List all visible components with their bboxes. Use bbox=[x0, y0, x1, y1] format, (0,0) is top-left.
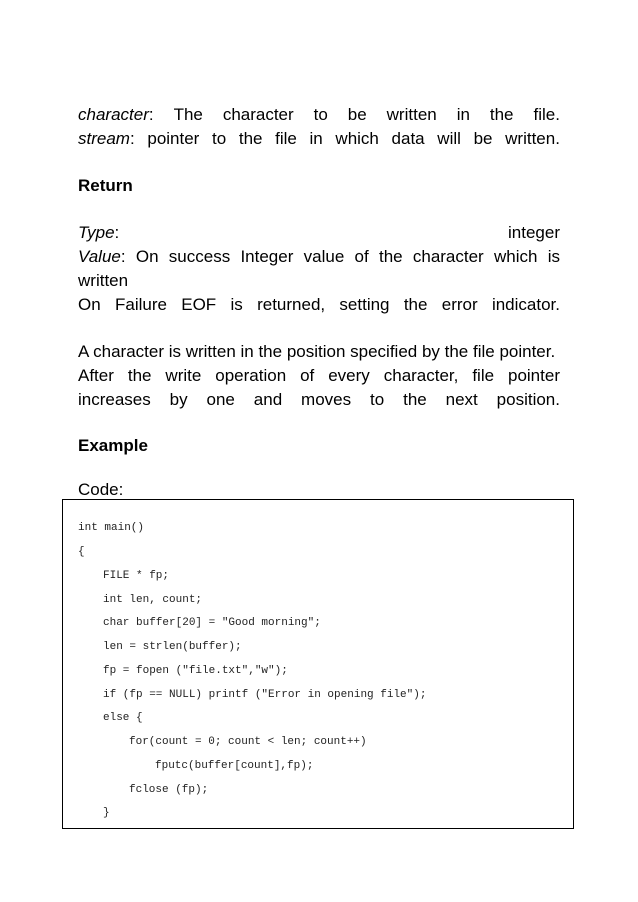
description-line-1: A character is written in the position specified by the file pointer. bbox=[78, 342, 556, 361]
return-value-line: Value: On success Integer value of the character which is bbox=[78, 247, 560, 266]
return-value-term: Value: bbox=[78, 247, 126, 266]
code-line: } bbox=[103, 807, 110, 819]
param-character-term: character: bbox=[78, 105, 154, 124]
description-line-3: increases by one and moves to the next position. bbox=[78, 390, 560, 409]
code-line: fp = fopen ("file.txt","w"); bbox=[103, 665, 288, 677]
code-line: fputc(buffer[count],fp); bbox=[155, 760, 314, 772]
code-line: fclose (fp); bbox=[129, 784, 209, 796]
code-line: char buffer[20] = "Good morning"; bbox=[103, 617, 321, 629]
return-failure-line: On Failure EOF is returned, setting the error indicator. bbox=[78, 295, 560, 314]
example-heading: Example bbox=[78, 436, 148, 455]
code-label: Code: bbox=[78, 480, 124, 499]
code-line: len = strlen(buffer); bbox=[103, 641, 242, 653]
return-type-value: integer bbox=[508, 223, 560, 242]
param-stream-term: stream: bbox=[78, 129, 135, 148]
param-character-line: character: The character to be written in the file. bbox=[78, 105, 560, 124]
code-line: for(count = 0; count < len; count++) bbox=[129, 736, 367, 748]
code-line: int len, count; bbox=[103, 594, 203, 606]
return-heading: Return bbox=[78, 176, 133, 195]
code-line: FILE * fp; bbox=[103, 570, 170, 582]
code-block bbox=[62, 499, 574, 829]
code-line: else { bbox=[103, 712, 143, 724]
code-line: { bbox=[78, 546, 85, 558]
param-stream-line: stream: pointer to the file in which data will be written. bbox=[78, 129, 560, 148]
return-type-line bbox=[78, 222, 560, 244]
description-line-2: After the write operation of every character, file pointer bbox=[78, 366, 560, 385]
code-line: if (fp == NULL) printf ("Error in opening file"); bbox=[103, 689, 427, 701]
return-value-wrap: written bbox=[78, 271, 129, 290]
code-line: int main() bbox=[78, 522, 145, 534]
return-type-term: Type: bbox=[78, 223, 120, 242]
